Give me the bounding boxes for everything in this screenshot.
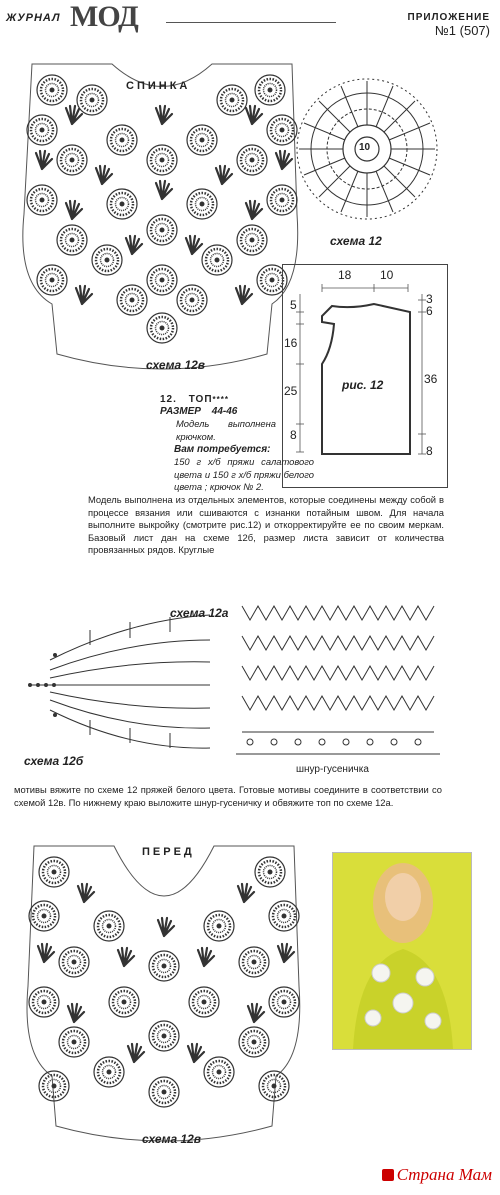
model-photo-icon — [333, 853, 471, 1049]
motif-center-number: 10 — [359, 142, 371, 153]
motif-caption: схема 12 — [330, 234, 382, 248]
dim-right-1: 3 — [426, 292, 433, 306]
dim-top-2: 10 — [380, 268, 394, 282]
article-heading — [160, 394, 229, 405]
back-piece-title: СПИНКА — [126, 80, 191, 92]
article-para-2: мотивы вяжите по схеме 12 пряжей белого цвета. Готовые мотивы соедините в соответствии со схемой 12в. По нижнему краю выложите шнур-гусеничку и обвяжите топ по схеме 12а. — [14, 784, 442, 808]
header-rule — [166, 22, 336, 23]
journal-logo — [6, 2, 166, 38]
need-text: 150 г х/б пряжи салатового цвета и 150 г х/б пряжи белого цвета ; крючок № 2. — [174, 456, 314, 493]
edge-chart-diagram — [236, 592, 440, 762]
edge-chart-bottom-label: шнур-гусеничка — [296, 764, 369, 775]
journal-big-text: МОД — [70, 0, 138, 33]
size-label: РАЗМЕР — [160, 406, 201, 417]
leaf-chart-diagram — [10, 600, 230, 750]
article-size — [160, 406, 237, 417]
pattern-caption: рис. 12 — [342, 378, 384, 392]
leaf-chart-caption: схема 12б — [24, 754, 84, 768]
article-number: 12. — [160, 394, 177, 405]
watermark-icon — [382, 1169, 394, 1181]
article-difficulty: **** — [212, 395, 229, 404]
supplement-label: ПРИЛОЖЕНИЕ — [407, 12, 490, 23]
dim-left-3: 25 — [284, 384, 298, 398]
dim-left-4: 8 — [290, 428, 297, 442]
journal-small-text: ЖУРНАЛ — [6, 12, 61, 24]
watermark-text: Страна Мам — [396, 1165, 492, 1184]
dim-top-1: 18 — [338, 268, 352, 282]
dim-left-1: 5 — [290, 298, 297, 312]
back-piece-caption: схема 12в — [146, 358, 206, 372]
dim-left-2: 16 — [284, 336, 298, 350]
issue-number: №1 (507) — [434, 23, 490, 38]
edge-chart-caption: схема 12а — [170, 606, 229, 620]
article-para-1: Модель выполнена из отдельных элементов, которые соединены между собой в процессе вязания или сшиваются с изнанки потайным швом. Для начала выполните выкройку (смотрите рис.12) и откорректируйте ее по своим меркам. Базовый лист дан на схеме 12б, размер листа зависит от количества провязанных рядов. Круглые — [88, 494, 444, 556]
front-piece-diagram — [14, 836, 314, 1148]
watermark — [382, 1165, 492, 1185]
pattern-diagram — [282, 264, 446, 486]
dim-right-3: 36 — [424, 372, 438, 386]
need-title: Вам потребуется: — [174, 444, 271, 455]
article-name: ТОП — [188, 394, 213, 405]
front-piece-title: ПЕРЕД — [142, 846, 195, 858]
back-piece-diagram — [12, 54, 312, 374]
model-note: Модель выполнена крючком. — [176, 418, 276, 442]
dim-right-4: 8 — [426, 444, 433, 458]
front-piece-caption: схема 12в — [142, 1132, 202, 1146]
issue-info — [408, 12, 491, 38]
model-photo — [332, 852, 472, 1050]
size-value: 44-46 — [211, 406, 238, 417]
dim-right-2: 6 — [426, 304, 433, 318]
